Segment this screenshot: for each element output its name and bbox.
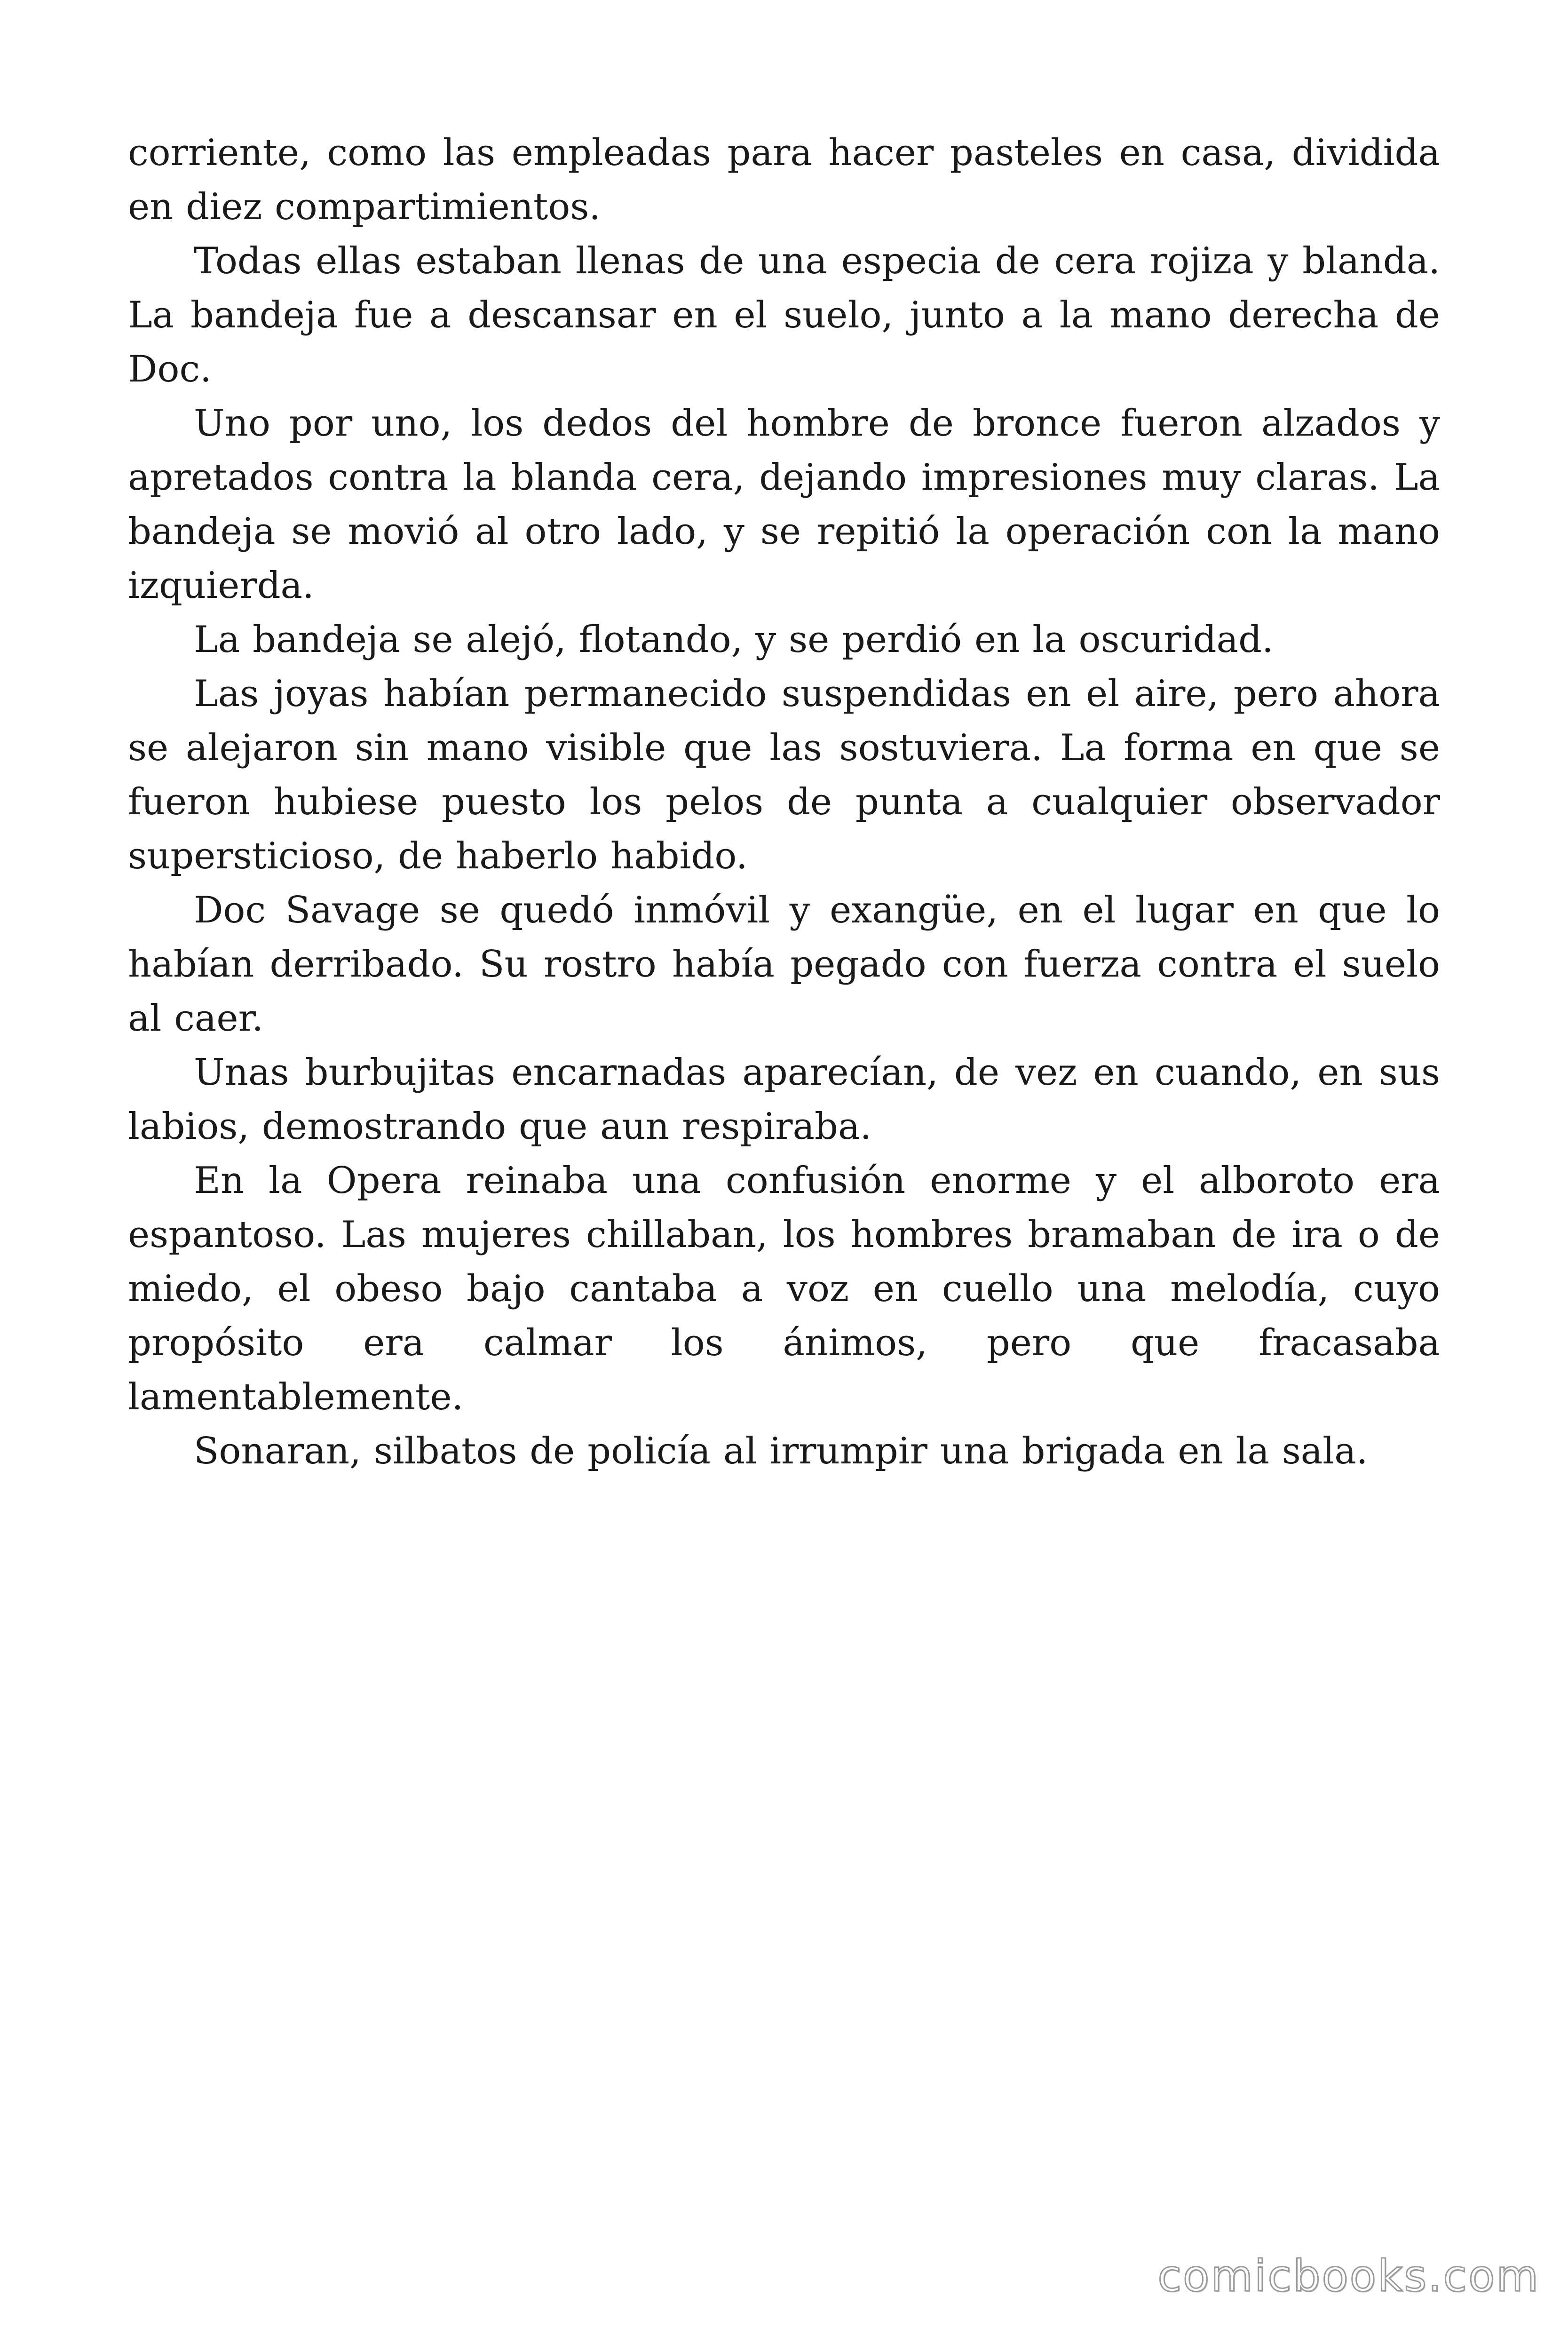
paragraph: corriente, como las empleadas para hacer pasteles en casa, dividida en diez compartimientos. <box>128 132 1440 228</box>
watermark-logo: comicbooks.com <box>1157 2251 1540 2301</box>
body-text <box>128 126 1440 1478</box>
paragraph: Doc Savage se quedó inmóvil y exangüe, en el lugar en que lo habían derribado. Su rostro había pegado con fuerza contra el suelo al caer. <box>128 889 1440 1040</box>
paragraph: Unas burbujitas encarnadas aparecían, de vez en cuando, en sus labios, demostrando que aun respiraba. <box>128 1051 1440 1148</box>
paragraph: En la Opera reinaba una confusión enorme y el alboroto era espantoso. Las mujeres chillaban, los hombres bramaban de ira o de miedo, el obeso bajo cantaba a voz en cuello una melodía, cuyo propósito era calmar los ánimos, pero que fracasaba lamentablemente. <box>128 1160 1440 1418</box>
paragraph: Sonaran, silbatos de policía al irrumpir una brigada en la sala. <box>194 1430 1368 1472</box>
paragraph: Uno por uno, los dedos del hombre de bronce fueron alzados y apretados contra la blanda cera, dejando impresiones muy claras. La bandeja se movió al otro lado, y se repitió la operación con la mano izquierda. <box>128 402 1440 607</box>
paragraph: La bandeja se alejó, flotando, y se perdió en la oscuridad. <box>194 619 1274 661</box>
paragraph: Todas ellas estaban llenas de una especia de cera rojiza y blanda. La bandeja fue a descansar en el suelo, junto a la mano derecha de Doc. <box>128 240 1440 390</box>
paragraph: Las joyas habían permanecido suspendidas en el aire, pero ahora se alejaron sin mano visible que las sostuviera. La forma en que se fueron hubiese puesto los pelos de punta a cualquier observador supersticioso, de haberlo habido. <box>128 673 1440 877</box>
